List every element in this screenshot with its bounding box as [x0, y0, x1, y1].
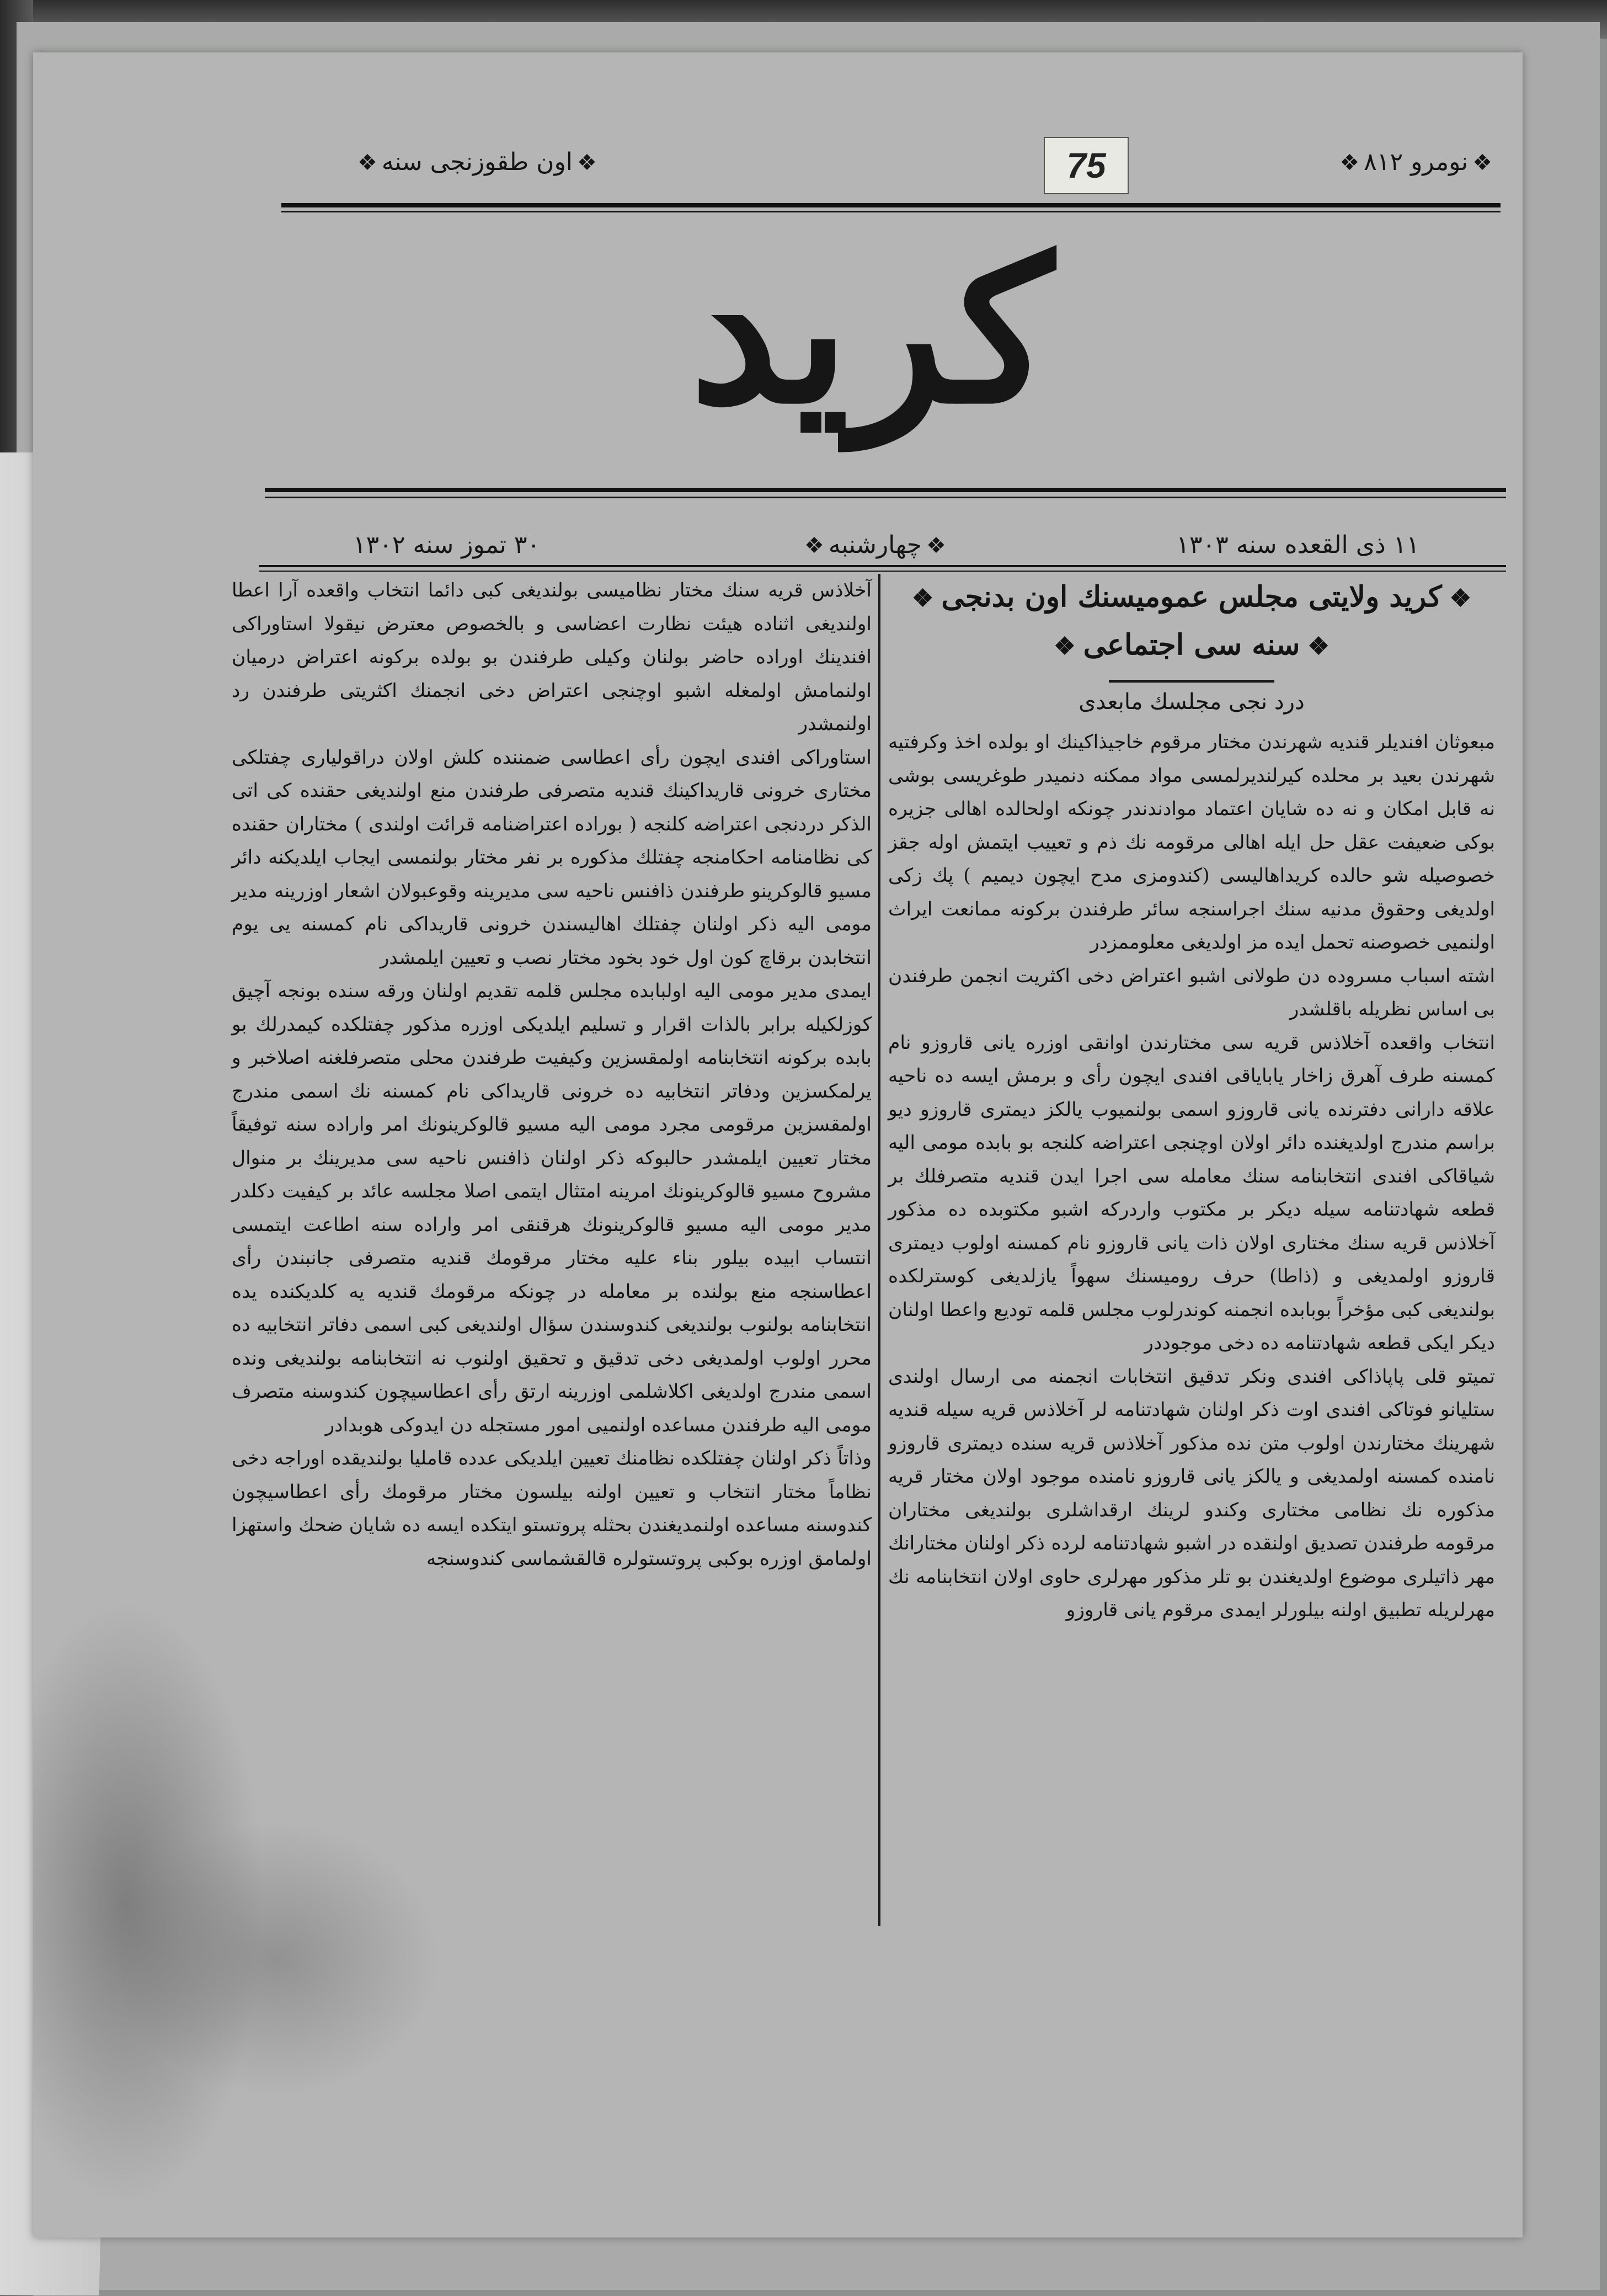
ornament-icon: ❖	[357, 150, 377, 175]
masthead-rule	[265, 488, 1506, 492]
article-heading-2	[888, 622, 1495, 670]
masthead-rule-thin	[265, 497, 1506, 498]
ornament-icon: ❖	[1054, 632, 1076, 660]
dateline-rule	[259, 565, 1506, 567]
date-rumi: ۳۰ تموز سنه ۱۳۰۲	[353, 531, 541, 559]
masthead-title: كريد	[690, 214, 1054, 448]
weekday	[800, 531, 951, 559]
weekday-text: چهارشنبه	[828, 531, 922, 559]
heading-divider	[1109, 680, 1274, 683]
dateline-rule-2	[259, 571, 1506, 572]
ornament-icon: ❖	[1339, 150, 1360, 175]
archive-page-tag: 75	[1044, 137, 1129, 194]
left-column	[232, 574, 872, 1575]
ornament-icon: ❖	[1307, 632, 1330, 660]
article-heading	[888, 574, 1495, 622]
water-stain	[110, 1821, 441, 2097]
ornament-icon: ❖	[926, 533, 946, 558]
year-label	[353, 148, 601, 176]
paragraph: وذاتاً ذكر اولنان چفتلكده نظامنك تعیین ایلدیكی عدده قاملیا بولندیقده اوراجه دخی نظاماً مختار انتخاب و تعیین اولنه بیلسون مختار مرقومك رأی اعطاسیچون كندوسنه مساعده اولنمدیغندن بحثله پروتستو ایتكده ایسه ده شایان ضحك واستهزا اولمامق اوزره بوكبی پروتستولره قالقشماسی كندوسنجه	[232, 1447, 872, 1570]
article-subheading: درد نجی مجلسك مابعدی	[1079, 689, 1305, 715]
article-body	[232, 574, 872, 1575]
year-label-text: اون طقوزنجی سنه	[381, 148, 573, 176]
article-body	[888, 726, 1495, 1627]
issue-number	[1335, 148, 1497, 176]
paragraph: استاوراكی افندی ایچون رأی اعطاسی ضمننده كلش اولان دراقولیاری چفتلكی مختاری خرونی قاریداكینك قندیه متصرفی طرفندن منع اولندیغی حقنده كی اتی الذكر دردنجی اعتراضه كلنجه ( بوراده اعتراضنامه قرائت اولندی ) مختاران حقنده كی نظامنامه احكامنجه چفتلك مذكوره بر نفر مختار بولنمسی ایجاب ایلدیكنه دائر مسیو قالوكرینو طرفندن ذافنس ناحیه سی مدیرینه وقوعبولان اشعار اوزرینه مدیر مومی الیه ذكر اولنان چفتلك اهالیسندن خرونی قاریداكی نام كمسنه یی یوم انتخابدن برقاچ كون اول خود بخود مختار نصب و تعیین ایلمشدر	[232, 746, 872, 969]
article-heading-line1: كريد ولايتی مجلس عمومیسنك اون بدنجی	[941, 580, 1442, 614]
ornament-icon: ❖	[1449, 584, 1472, 612]
paragraph: مبعوثان افندیلر قندیه شهرندن مختار مرقوم خاجیذاكینك او بولده اخذ وكرفتیه شهرندن بعید بر محلده كيرلندیرلمسی مواد ممكنه دنمیدر طوغریسی بوشی نه قابل امكان و نه ده شایان اعتماد موادندندر چونكه اولحالده اهالی جزیره بوكی ضعیفت عقل حل ایله اهالی مرقومه نك ذم و تعییب ایتمش اوله جقز خصوصیله شو حالده كریداهالیسی (كندومزی مدح ایچون دیمیم ) پك زكی اولدیغی وحقوق مدنیه سنك اجراسنجه سائر طرفندن بركونه ممانعت ایراث اولنمیی خصوصنه تحمل ایده مز اولدیغی معلوممزدر	[888, 731, 1495, 953]
paragraph: اشته اسباب مسروده دن طولانی اشبو اعتراض دخی اكثریت انجمن طرفندن بی اساس نظریله باقلشدر	[888, 965, 1495, 1020]
right-column	[888, 574, 1495, 1627]
ornament-icon: ❖	[911, 584, 934, 612]
date-hijri: ۱۱ ذی القعده سنه ۱۳۰۳	[1176, 531, 1419, 559]
paragraph: تمیتو قلی پاپاذاكی افندی ونكر تدقیق انتخابات انجمنه می ارسال اولندی ستلیانو فوتاكی افندی اوت ذكر اولنان شهادتنامه لر آخلاذس قریه سیله قندیه شهرینك مختارندن اولوب متن نده مذكور آخلاذس قریه سنده دیمتری قاروزو نامنده كمسنه اولمدیغی و یالكز یانی قاروزو نامنده موجود اولان مختار قریه مذكوره نك نظامی مختاری وكندو لرینك ارقداشلری بولندیغی مختاران مرقومه طرفندن تصدیق اولنقده در اشبو شهادتنامه لرده ذكر اولنان مختارانك مهر ذاتیلری موضوع اولدیغندن بو تلر مذكور مهرلری حاوی اولان انتخابنامه نك مهرلریله تطبیق اولنه بیلورلر ایمدی مرقوم یانی قاروزو	[888, 1365, 1495, 1621]
ornament-icon: ❖	[1472, 150, 1492, 175]
column-divider	[878, 574, 880, 1926]
paragraph: انتخاب واقعده آخلاذس قریه سی مختارندن اوانقی اوزره یانی قاروزو نام كمسنه طرف آهرق زاخار یابایاقی افندی ایچون رأی و برمش ایسه ده ناحیه علاقه دارانی دفترنده یانی قاروزو اسمی بولنمیوب یالكز دیمتری قاروزو دیو براسم مندرج اولدیغنده دائر اولان اوچنجی اعتراضه كلنجه بو بابده مومی الیه شیاقاكی افندی انتخابنامه سنك معامله سی اجرا ایدن قندیه متصرفلك بر قطعه شهادتنامه سیله دیكر بر مكتوب واردركه اشبو مكتوبده ده مذكور آخلاذس قریه سنك مختاری اولان ذات یانی قاروزو نام كمسنه اولوب دیمتری قاروزو اولمدیغی و (ذاطا) حرف رومیسنك سهواً یازلدیغی كوسترلكده بولندیغی كبی مؤخراً بوبابده انجمنه كوندرلوب مجلس قلمه تودیع واعطا اولنان دیكر ایكی قطعه شهادتنامه ده دخی موجوددر	[888, 1031, 1495, 1354]
ornament-icon: ❖	[576, 150, 597, 175]
paragraph: ایمدی مدیر مومی الیه اولبابده مجلس قلمه تقدیم اولنان ورقه سنده بونجه آچیق كوزلكیله برابر بالذات اقرار و تسلیم ایلدیكی اوزره مذكور چفتلكده كیمدرلك بو بابده بركونه انتخابنامه اولمقسزین وكیفیت طرفندن محلی متصرفلغنه اصلاخبر و یرلمكسزین ودفاتر انتخابیه ده خرونی قاریداكی نام كمسنه نك اسمی مندرج اولمقسزین مرقومی مجرد مومی الیه مسیو قالوكرینونك امر واراده سنه توفیقاً مختار تعیین ایلمشدر حالبوكه ذكر اولنان ذافنس ناحیه سی مدیرینك بر منوال مشروح مسیو قالوكرینونك امرینه امتثال ایتمی اصلا مجلسه عائد بر كیفیت دكلدر مدیر مومی الیه مسیو قالوكرینونك هرقنقی امر واراده سنه اطاعت ایتمسی انتساب ابیده بیلور بناء علیه مختار مرقومك قندیه متصرفی جانبندن رأی اعطاسنجه منع بولنده بر معامله در چونكه مرقومك قندیه یه كلدیكنده یده انتخابنامه بولنوب بولندیغی كندوسندن سؤال اولندیغی كبی اسمی دفاتر انتخابیه ده محرر اولوب اولمدیغی دخی تدقیق و تحقیق اولنوب نه انتخابنامه بولندیغی ونده اسمی مندرج اولدیغی اكلاشلمی اوزرینه ارتق رأی اعطاسیچون كندوسنه متصرف مومی الیه طرفندن مساعده اولنمیی امور مستجله دن ایدوكی هوبدادر	[232, 980, 872, 1436]
article-heading-line2: سنه سی اجتماعی	[1083, 628, 1300, 662]
ornament-icon: ❖	[804, 533, 824, 558]
issue-number-text: نومرو ۸۱۲	[1364, 148, 1469, 176]
paragraph: آخلاذس قریه سنك مختار نظامیسی بولندیغی كبی دائما انتخاب واقعده آرا اعطا اولندیغی اثناده هیئت نظارت اعضاسی و بالخصوص معترض نیقولا استاوراكی افندینك اوراده حاضر بولنان وكیلی طرفندن بو بولده بركونه اعتراض درمیان اولنمامش اولمغله اشبو اوچنجی اعتراض دخی انجمنك اكثریتی طرفندن رد اولنمشدر	[232, 579, 872, 735]
